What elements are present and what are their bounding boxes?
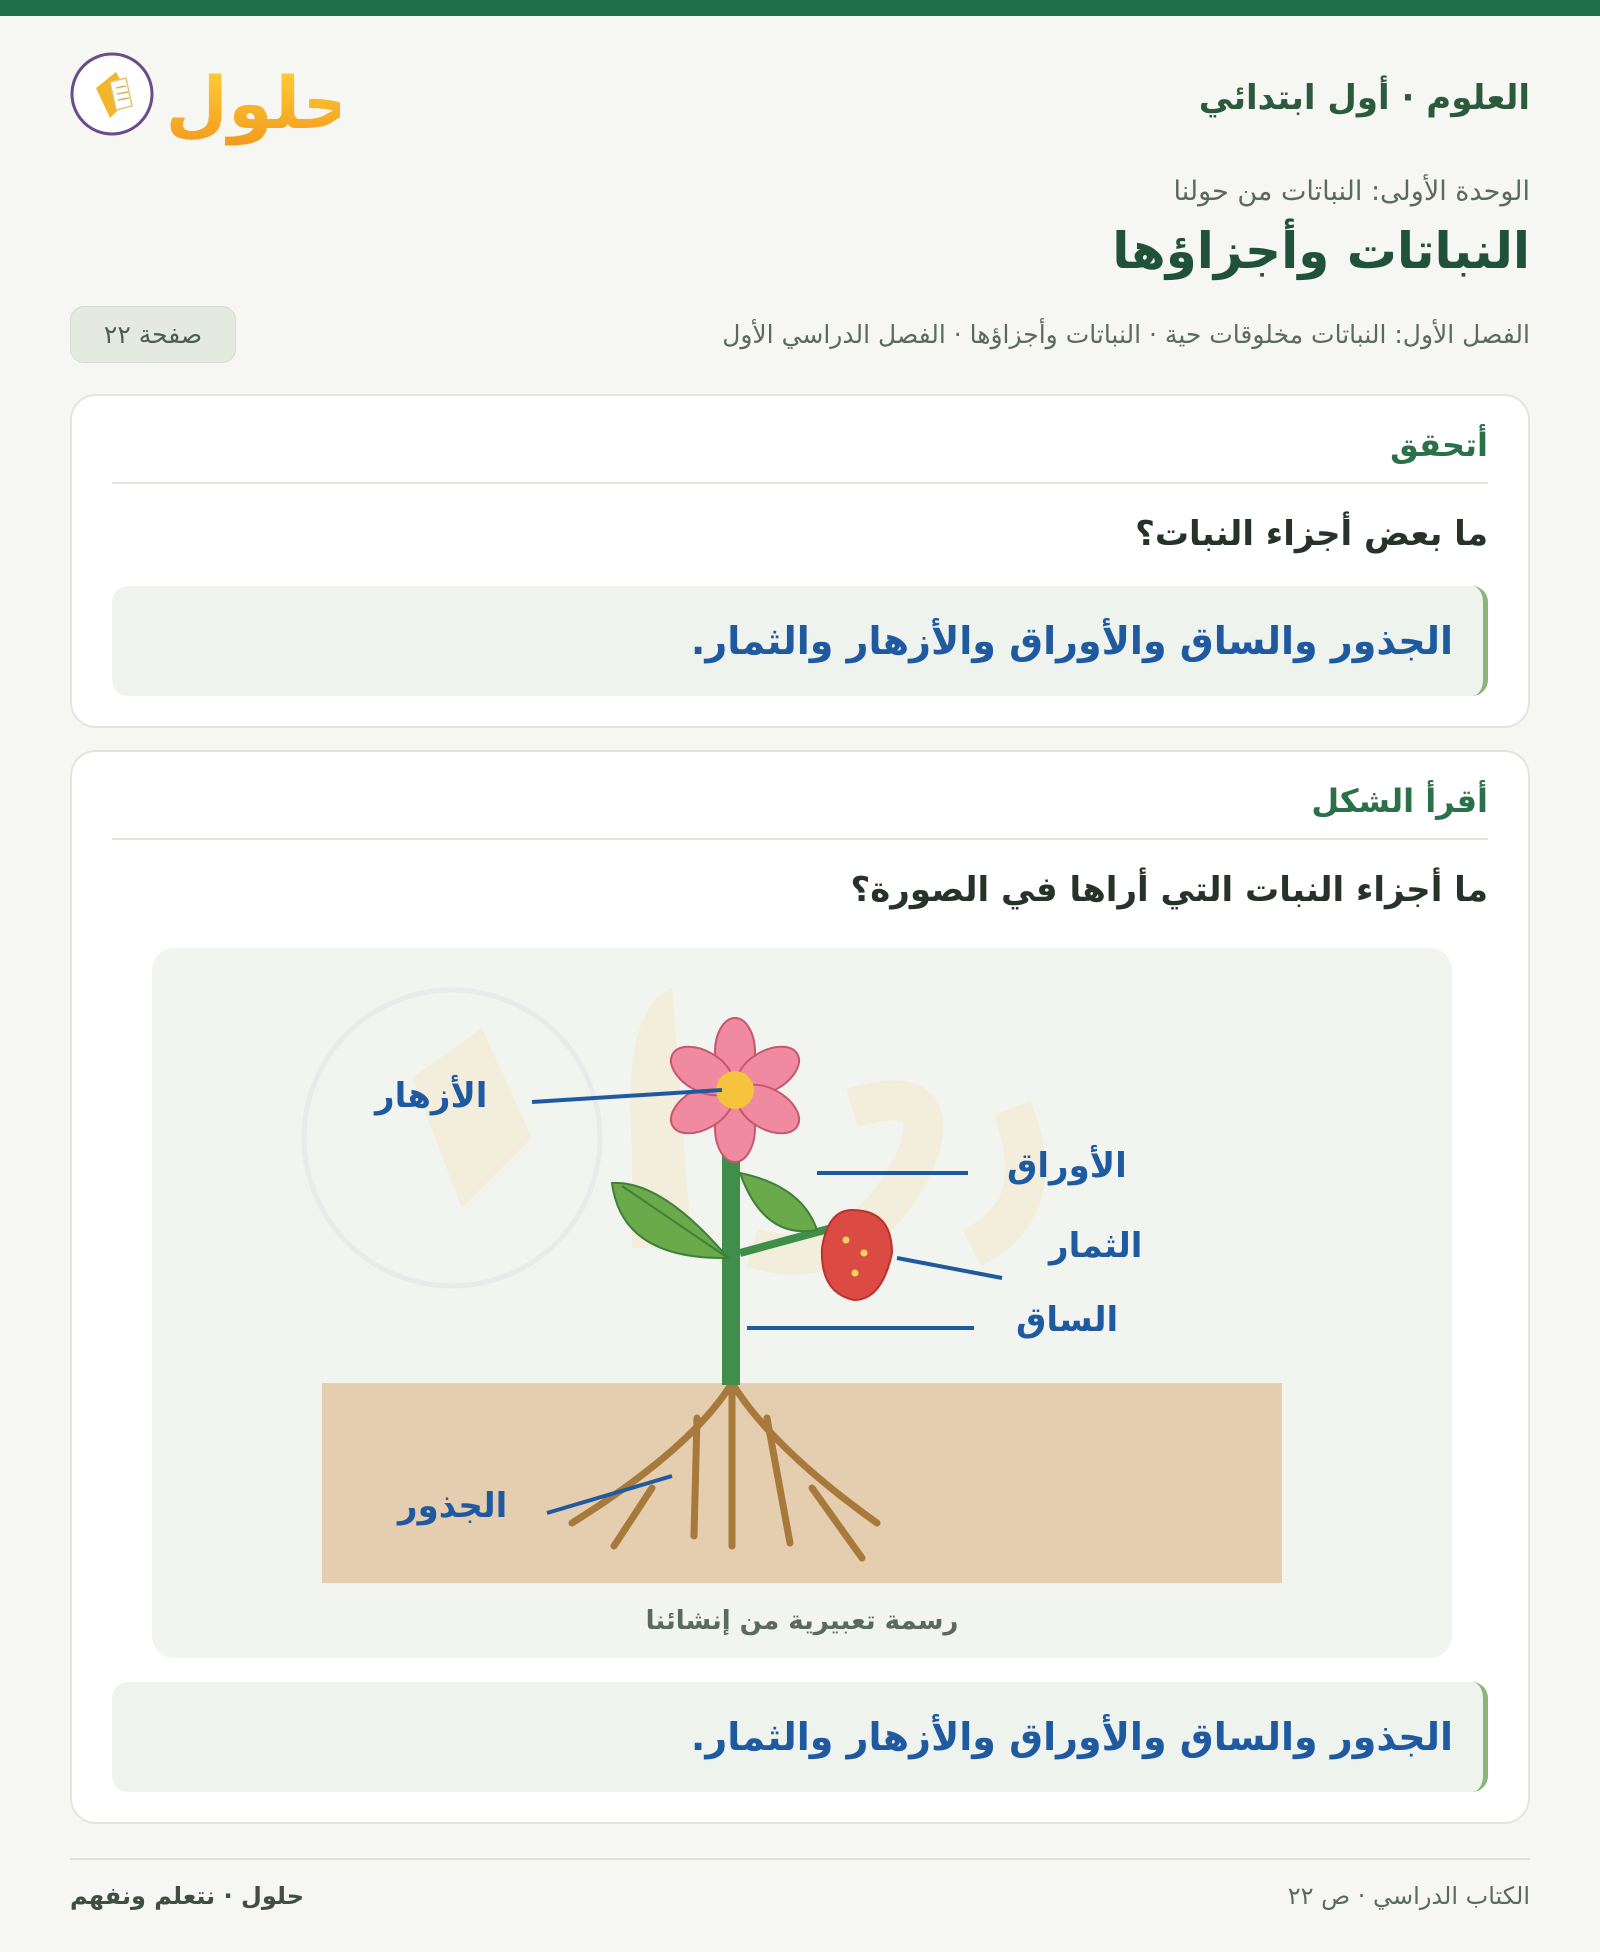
label-stem: الساق — [1016, 1300, 1119, 1340]
plant-illustration — [152, 948, 1452, 1658]
check-card — [70, 394, 1530, 728]
check-card-label: أتحقق — [1390, 426, 1488, 464]
figure-question: ما أجزاء النبات التي أراها في الصورة؟ — [850, 870, 1488, 910]
flower — [663, 1018, 808, 1162]
logo-wordmark: حلول — [165, 61, 340, 145]
stem — [722, 1153, 740, 1385]
check-question: ما بعض أجزاء النبات؟ — [1135, 514, 1488, 554]
footer-divider — [70, 1858, 1530, 1860]
figure-answer: الجذور والساق والأوراق والأزهار والثمار. — [112, 1682, 1488, 1792]
subject-title: العلوم · أول ابتدائي — [1198, 78, 1530, 118]
footer-page-ref: الكتاب الدراسي · ص ٢٢ — [1287, 1882, 1530, 1910]
card-divider — [112, 838, 1488, 840]
page-title: النباتات وأجزاؤها — [1112, 222, 1530, 280]
plant-diagram — [152, 948, 1452, 1658]
hulul-logo[interactable] — [70, 48, 340, 158]
figure-caption: رسمة تعبيرية من إنشائنا — [645, 1606, 959, 1636]
label-roots: الجذور — [398, 1486, 508, 1526]
right-leaf — [740, 1173, 817, 1231]
label-fruits: الثمار — [1049, 1226, 1143, 1266]
soil-area — [322, 1383, 1282, 1583]
footer-brand: حلول · نتعلم ونفهم — [70, 1882, 304, 1910]
figure-card — [70, 750, 1530, 1824]
lesson-breadcrumb: الفصل الأول: النباتات مخلوقات حية · النباتات وأجزاؤها · الفصل الدراسي الأول — [722, 320, 1530, 349]
figure-card-label: أقرأ الشكل — [1311, 782, 1488, 820]
fruit — [822, 1210, 892, 1300]
top-accent-bar — [0, 0, 1600, 16]
label-leaves: الأوراق — [1007, 1146, 1127, 1186]
unit-title: الوحدة الأولى: النباتات من حولنا — [1173, 176, 1530, 207]
page-number-badge: صفحة ٢٢ — [70, 306, 236, 363]
page-header — [70, 40, 1530, 150]
label-flowers: الأزهار — [375, 1076, 488, 1116]
card-divider — [112, 482, 1488, 484]
check-answer: الجذور والساق والأوراق والأزهار والثمار. — [112, 586, 1488, 696]
